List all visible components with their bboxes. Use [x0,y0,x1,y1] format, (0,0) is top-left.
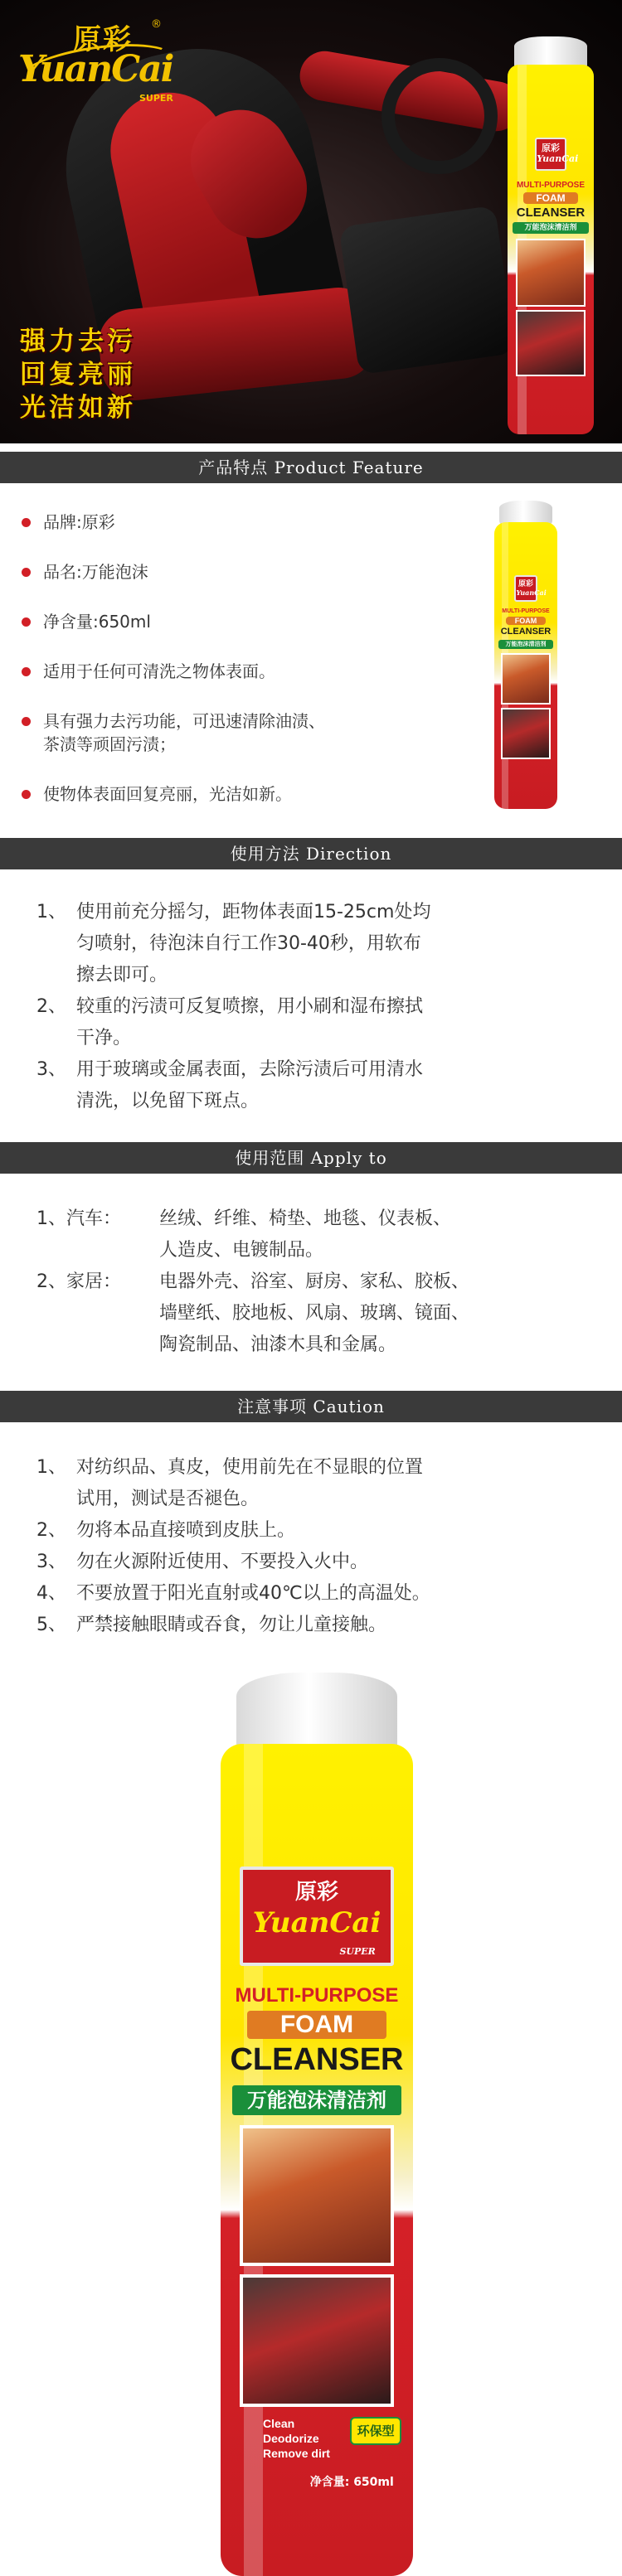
bullet-icon [22,717,31,726]
caution-number: 3、 [36,1552,66,1572]
direction-line: 较重的污渍可反复喷擦，用小刷和湿布擦拭 [76,996,424,1017]
caution-item [36,1610,609,1641]
apply-line: 人造皮、电镀制品。 [159,1240,324,1261]
can-brand-en: YuanCai [516,588,547,597]
caution-line: 不要放置于阳光直射或40℃以上的高温处。 [76,1583,430,1604]
direction-line: 干净。 [76,1028,132,1048]
feature-item [22,709,453,756]
bullet-icon [22,518,31,527]
can-line-foam: FOAM [247,2011,386,2039]
section-header-direction: 使用方法 Direction [0,838,622,869]
direction-number: 3、 [36,1059,66,1080]
can-chinese-name: 万能泡沫清洁剂 [232,2085,401,2115]
bullet-icon [22,568,31,577]
can-brand-cn: 原彩 [294,1880,338,1905]
can-feature-clean: Clean [263,2417,295,2430]
can-brand-cn: 原彩 [518,580,533,588]
logo-registered-mark: ® [151,18,162,31]
direction-item [36,897,609,991]
direction-list [36,897,609,1117]
can-line-multipurpose: MULTI-PURPOSE [235,1984,399,2007]
can-photo-car [501,708,552,759]
feature-text: 品牌:原彩 [43,512,115,532]
can-line-foam: FOAM [506,617,547,625]
can-line-cleanser: CLEANSER [516,206,586,220]
slogan-1: 强力去污 [20,327,136,356]
feature-product-can [494,501,557,809]
feature-item [22,511,453,534]
can-photo-sofa [516,239,585,307]
feature-item [22,610,453,633]
caution-line: 勿在火源附近使用、不要投入火中。 [76,1552,369,1572]
bullet-icon [22,667,31,676]
apply-list [36,1203,617,1361]
caution-number: 1、 [36,1457,66,1478]
can-brand-badge [535,138,579,171]
logo-english: YuanCai [18,48,173,90]
bullet-icon [22,790,31,799]
direction-line: 清洗，以免留下斑点。 [76,1091,260,1111]
brand-logo [15,10,181,104]
can-brand-badge [240,1867,394,1966]
apply-label: 2、家居： [36,1271,121,1292]
can-line-cleanser: CLEANSER [500,627,552,637]
feature-item [22,782,453,806]
can-super: SUPER [339,1946,376,1957]
can-photo-car [516,310,585,376]
caution-number: 2、 [36,1520,66,1541]
can-feature-remove-dirt: Remove dirt [263,2447,330,2460]
can-feature-deodorize: Deodorize [263,2432,319,2445]
caution-item [36,1515,609,1547]
can-line-foam: FOAM [523,192,579,204]
can-chinese-name: 万能泡沫清洁剂 [498,640,554,649]
slogan-3: 光洁如新 [20,393,136,423]
feature-item [22,560,453,583]
caution-line: 勿将本品直接喷到皮肤上。 [76,1520,296,1541]
can-brand-en: YuanCai [537,153,579,164]
direction-number: 1、 [36,902,66,922]
caution-item [36,1578,609,1610]
feature-list [22,511,453,806]
caution-line: 严禁接触眼睛或吞食，勿让儿童接触。 [76,1615,387,1635]
can-line-cleanser: CLEANSER [230,2042,404,2077]
can-body [508,65,594,434]
apply-line: 墙壁纸、胶地板、风扇、玻璃、镜面、 [159,1303,470,1324]
hero-banner [0,0,622,443]
section-header-caution: 注意事项 Caution [0,1391,622,1422]
can-body [221,1744,413,2576]
logo-super: SUPER [139,93,173,104]
bullet-icon [22,617,31,627]
direction-line: 擦去即可。 [76,965,168,985]
can-line-multipurpose: MULTI-PURPOSE [502,608,550,614]
direction-item [36,991,609,1054]
can-brand-badge [514,575,547,602]
apply-line: 丝绒、纤维、椅垫、地毯、仪表板、 [159,1208,452,1229]
direction-line: 匀喷射，待泡沫自行工作30-40秒，用软布 [76,933,421,954]
hero-product-can [508,36,594,434]
apply-line: 陶瓷制品、油漆木具和金属。 [159,1334,397,1355]
can-cap [236,1673,398,1752]
can-photo-sofa [240,2125,394,2266]
can-body [494,522,557,809]
can-line-multipurpose: MULTI-PURPOSE [516,181,586,190]
feature-text-cont: 茶渍等顽固污渍； [43,734,176,754]
slogans [20,325,136,424]
apply-label: 1、汽车： [36,1208,121,1229]
direction-line: 使用前充分摇匀，距物体表面15-25cm处均 [76,902,431,922]
steering-wheel [381,58,498,174]
can-photo-sofa [501,653,552,705]
eco-badge: 环保型 [350,2417,401,2445]
direction-item [36,1054,609,1117]
caution-number: 4、 [36,1583,66,1604]
car-console [338,206,515,375]
net-content-label: 净含量: 650ml [309,2476,394,2489]
direction-line: 用于玻璃或金属表面，去除污渍后可用清水 [76,1059,424,1080]
caution-line: 对纺织品、真皮，使用前先在不显眼的位置 [76,1457,424,1478]
logo-chinese: 原彩 [73,23,133,56]
can-photo-car [240,2274,394,2407]
caution-line: 试用，测试是否褪色。 [76,1489,260,1509]
caution-item [36,1547,609,1578]
apply-item [36,1203,617,1266]
feature-item [22,660,453,683]
can-brand-en: YuanCai [252,1906,381,1939]
section-header-features: 产品特点 Product Feature [0,452,622,483]
feature-text: 适用于任何可清洗之物体表面。 [43,661,275,681]
caution-item [36,1452,609,1515]
caution-list [36,1452,609,1641]
section-header-apply: 使用范围 Apply to [0,1142,622,1174]
can-brand-cn: 原彩 [541,143,560,153]
caution-number: 5、 [36,1615,66,1635]
apply-line: 电器外壳、浴室、厨房、家私、胶板、 [159,1271,470,1292]
feature-text: 使物体表面回复亮丽，光洁如新。 [43,784,292,804]
feature-text: 净含量:650ml [43,612,151,632]
slogan-2: 回复亮丽 [20,360,136,390]
feature-text: 品名:万能泡沫 [43,562,148,582]
feature-text: 具有强力去污功能，可迅速清除油渍、 [43,711,325,731]
can-chinese-name: 万能泡沫清洁剂 [513,222,589,234]
apply-item [36,1266,617,1361]
large-product-can [221,1673,413,2576]
direction-number: 2、 [36,996,66,1017]
